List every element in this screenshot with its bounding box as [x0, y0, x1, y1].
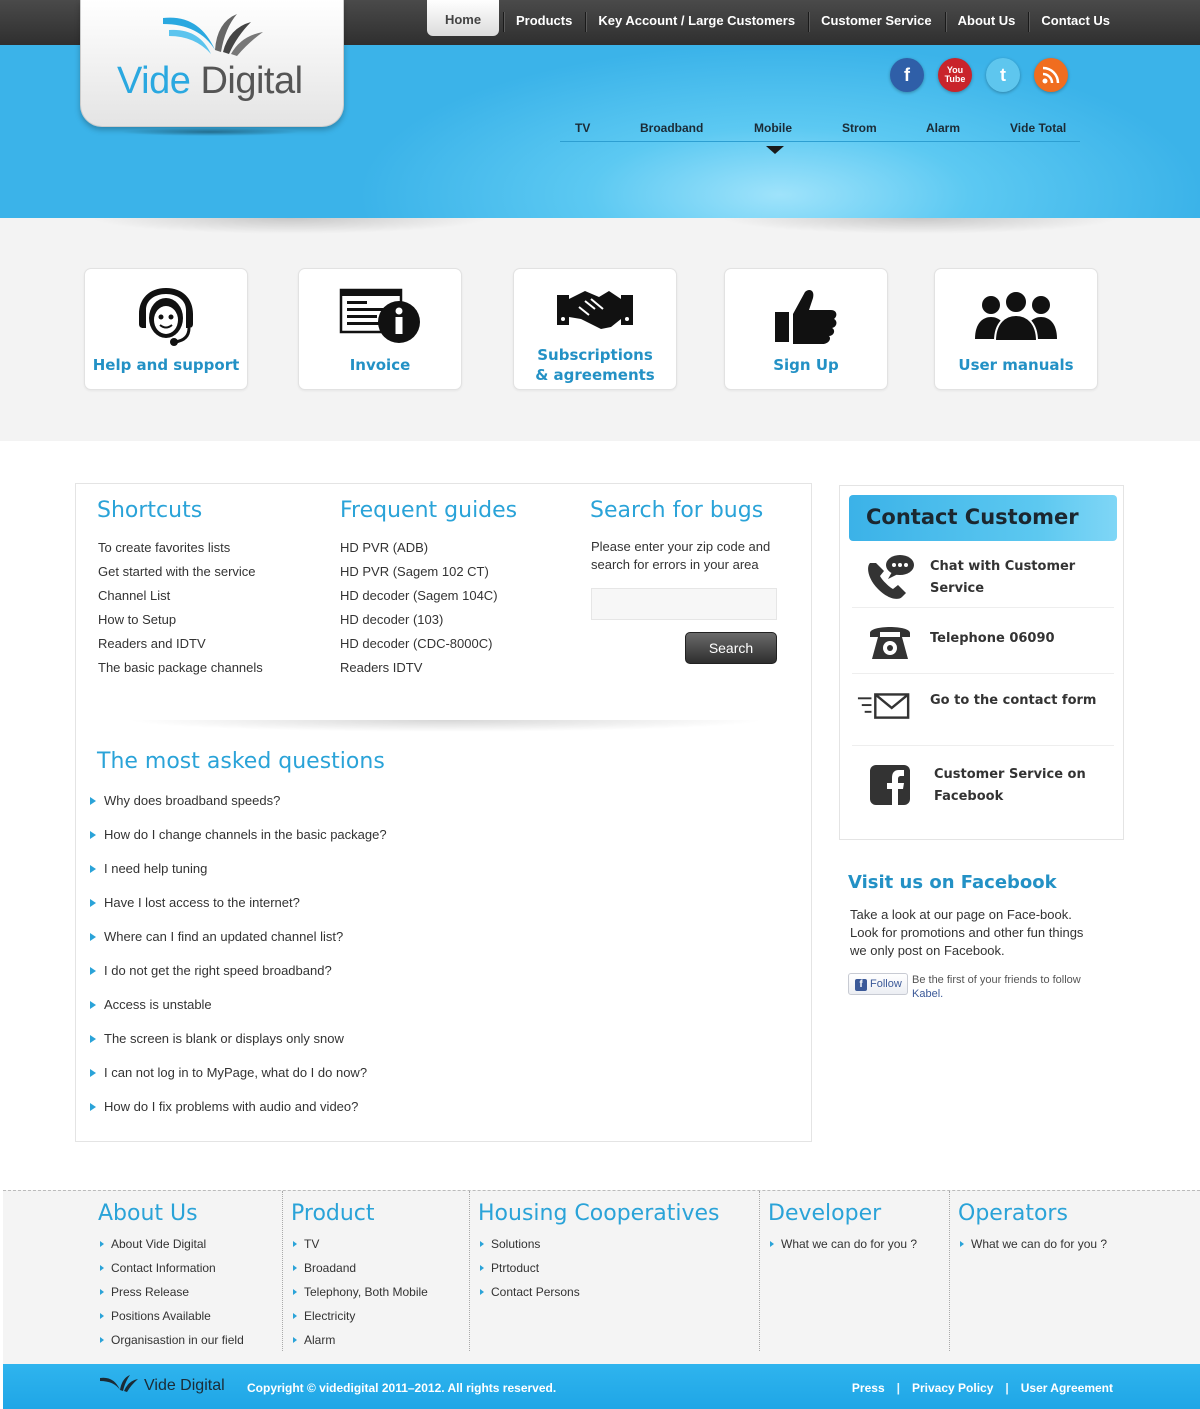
link-user-agreement[interactable]: User Agreement	[1020, 1381, 1113, 1395]
link-separator: |	[1005, 1381, 1009, 1395]
faq-item[interactable]: Access is unstable	[90, 994, 387, 1028]
mail-icon	[856, 689, 912, 725]
telephone-icon	[868, 621, 912, 661]
nav-home[interactable]: Home	[427, 0, 499, 36]
faq-item[interactable]: The screen is blank or displays only snow	[90, 1028, 387, 1062]
handshake-icon	[555, 283, 635, 333]
feature-user-manuals[interactable]	[934, 268, 1098, 390]
footer-link[interactable]: Contact Persons	[478, 1280, 580, 1304]
subnav-alarm[interactable]: Alarm	[926, 121, 961, 135]
follow-label: Follow	[870, 978, 902, 990]
faq-item[interactable]: I can not log in to MyPage, what do I do now?	[90, 1062, 387, 1096]
nav-products[interactable]: Products	[503, 0, 585, 45]
footer-link[interactable]: Contact Information	[98, 1256, 244, 1280]
faq-list	[90, 790, 387, 1130]
facebook-icon[interactable]: f	[890, 58, 924, 92]
search-button[interactable]: Search	[685, 632, 777, 664]
footer-logo-text: Vide Digital	[144, 1377, 225, 1394]
footer-logo[interactable]	[98, 1372, 238, 1400]
feature-invoice[interactable]	[298, 268, 462, 390]
nav-contact-us[interactable]: Contact Us	[1028, 0, 1123, 45]
contact-chat[interactable]	[852, 548, 1114, 608]
youtube-icon[interactable]: You Tube	[938, 58, 972, 92]
list-item[interactable]: Channel List	[98, 588, 171, 603]
feature-label: User manuals	[958, 356, 1074, 374]
logo-swoosh-icon	[98, 1372, 142, 1396]
feature-strip	[0, 218, 1200, 441]
footer-col-title: Operators	[958, 1201, 1068, 1226]
feature-label: Subscriptions & agreements	[535, 346, 655, 384]
footer-legal-links	[852, 1381, 1113, 1395]
headset-icon	[131, 284, 201, 348]
logo-swoosh-icon	[159, 10, 269, 62]
footer-link[interactable]: Telephony, Both Mobile	[291, 1280, 428, 1304]
strip-shadow-right	[720, 218, 1120, 234]
rss-icon[interactable]	[1034, 58, 1068, 92]
facebook-text: Take a look at our page on Face-book. Look for promotions and other fun things we only post on Facebook.	[850, 907, 1084, 958]
contact-label: Telephone 06090	[930, 631, 1055, 646]
follow-note-link[interactable]: Kabel.	[912, 988, 944, 1000]
list-item[interactable]: Readers IDTV	[340, 660, 423, 675]
section-divider	[126, 720, 766, 732]
footer-col-developer	[759, 1191, 949, 1351]
list-item[interactable]: HD decoder (Sagem 104C)	[340, 588, 498, 603]
subnav-mobile[interactable]: Mobile	[754, 121, 792, 135]
link-press[interactable]: Press	[851, 1381, 885, 1395]
footer-link[interactable]: What we can do for you ?	[768, 1232, 917, 1256]
subnav-strom[interactable]: Strom	[842, 121, 877, 135]
shortcuts-list	[98, 536, 263, 680]
logo-word-digital: Digital	[200, 60, 303, 102]
footer-col-title: Product	[291, 1201, 375, 1226]
main-nav	[427, 0, 1123, 45]
sub-navigation	[560, 118, 1080, 142]
subnav-broadband[interactable]: Broadband	[640, 121, 704, 135]
logo-shadow	[120, 128, 300, 136]
faq-title: The most asked questions	[97, 749, 385, 774]
contact-label: Chat with Customer Service	[930, 559, 1076, 596]
guides-title: Frequent guides	[340, 498, 518, 523]
nav-about-us[interactable]: About Us	[945, 0, 1029, 45]
list-item[interactable]: To create favorites lists	[98, 540, 231, 555]
footer-link[interactable]: Positions Available	[98, 1304, 244, 1328]
facebook-follow-note	[912, 973, 1092, 1001]
feature-help-support[interactable]	[84, 268, 248, 390]
subnav-tv[interactable]: TV	[575, 121, 591, 135]
footer-link[interactable]: Organisastion in our field	[98, 1328, 244, 1352]
contact-label: Go to the contact form	[930, 693, 1097, 708]
faq-item[interactable]: Why does broadband speeds?	[90, 790, 387, 824]
shortcuts-title: Shortcuts	[97, 498, 203, 523]
footer-link[interactable]: About Vide Digital	[98, 1232, 244, 1256]
contact-facebook[interactable]	[852, 746, 1114, 826]
contact-label: Customer Service on Facebook	[934, 767, 1086, 804]
logo[interactable]	[80, 0, 344, 127]
strip-shadow-left	[90, 218, 490, 234]
list-item[interactable]: HD PVR (Sagem 102 CT)	[340, 564, 489, 579]
nav-customer-service[interactable]: Customer Service	[808, 0, 945, 45]
contact-telephone[interactable]	[852, 608, 1114, 674]
footer-col-operators	[949, 1191, 1149, 1351]
footer-link[interactable]: Broadand	[291, 1256, 428, 1280]
list-item[interactable]: How to Setup	[98, 612, 177, 627]
feature-label: Invoice	[349, 356, 411, 374]
list-item[interactable]: Get started with the service	[98, 564, 256, 579]
logo-text	[117, 60, 303, 103]
bottom-bar	[3, 1364, 1200, 1409]
list-item[interactable]: HD PVR (ADB)	[340, 540, 429, 555]
footer-link[interactable]: Electricity	[291, 1304, 428, 1328]
list-item[interactable]: HD decoder (CDC-8000C)	[340, 636, 493, 651]
subnav-vide-total[interactable]: Vide Total	[1010, 121, 1067, 135]
footer-link[interactable]: TV	[291, 1232, 428, 1256]
users-icon	[973, 289, 1059, 343]
footer	[3, 1190, 1200, 1364]
footer-col-title: Housing Cooperatives	[478, 1201, 720, 1226]
footer-link[interactable]: Alarm	[291, 1328, 428, 1352]
contact-sidebar	[839, 485, 1124, 840]
zip-code-input[interactable]	[591, 588, 777, 620]
footer-link[interactable]: Solutions	[478, 1232, 580, 1256]
faq-item[interactable]: Have I lost access to the internet?	[90, 892, 387, 926]
footer-col-housing	[469, 1191, 759, 1351]
facebook-icon	[869, 764, 911, 806]
faq-item[interactable]: I do not get the right speed broadband?	[90, 960, 387, 994]
contact-form[interactable]	[852, 674, 1114, 746]
feature-sign-up[interactable]	[724, 268, 888, 390]
twitter-icon[interactable]: t	[986, 58, 1020, 92]
contact-header	[849, 495, 1117, 541]
list-item[interactable]: HD decoder (103)	[340, 612, 444, 627]
thumbs-up-icon	[773, 286, 839, 346]
footer-col-title: Developer	[768, 1201, 882, 1226]
feature-label: Help and support	[92, 356, 240, 374]
guides-list	[340, 536, 498, 680]
footer-link[interactable]: Ptrtoduct	[478, 1256, 580, 1280]
active-indicator-arrow-icon	[766, 146, 784, 154]
feature-subscriptions[interactable]	[513, 268, 677, 390]
faq-item[interactable]: How do I change channels in the basic package?	[90, 824, 387, 858]
footer-col-product	[282, 1191, 468, 1351]
logo-word-vide: Vide	[117, 60, 191, 102]
faq-item[interactable]: How do I fix problems with audio and video?	[90, 1096, 387, 1130]
list-item[interactable]: The basic package channels	[98, 660, 263, 675]
link-separator: |	[896, 1381, 900, 1395]
bugs-description: Please enter your zip code and search for errors in your area	[591, 539, 771, 572]
contact-title: Contact Customer	[866, 505, 1079, 529]
facebook-f-icon: f	[855, 979, 867, 991]
footer-link[interactable]: Press Release	[98, 1280, 244, 1304]
invoice-icon	[339, 286, 421, 346]
social-links	[890, 58, 1068, 92]
chat-phone-icon	[864, 553, 916, 601]
facebook-follow-button[interactable]	[848, 973, 908, 995]
faq-item[interactable]: I need help tuning	[90, 858, 387, 892]
follow-note-text: Be the first of your friends to follow	[912, 974, 1081, 986]
copyright: Copyright © videdigital 2011–2012. All rights reserved.	[247, 1381, 557, 1395]
nav-key-account[interactable]: Key Account / Large Customers	[585, 0, 808, 45]
link-privacy-policy[interactable]: Privacy Policy	[911, 1381, 994, 1395]
feature-label: Sign Up	[773, 356, 839, 374]
faq-item[interactable]: Where can I find an updated channel list?	[90, 926, 387, 960]
footer-col-about	[90, 1191, 286, 1351]
footer-col-title: About Us	[98, 1201, 198, 1226]
bugs-title: Search for bugs	[590, 498, 764, 523]
footer-link[interactable]: What we can do for you ?	[958, 1232, 1107, 1256]
facebook-title: Visit us on Facebook	[848, 872, 1057, 893]
list-item[interactable]: Readers and IDTV	[98, 636, 206, 651]
help-panel	[75, 483, 812, 1142]
